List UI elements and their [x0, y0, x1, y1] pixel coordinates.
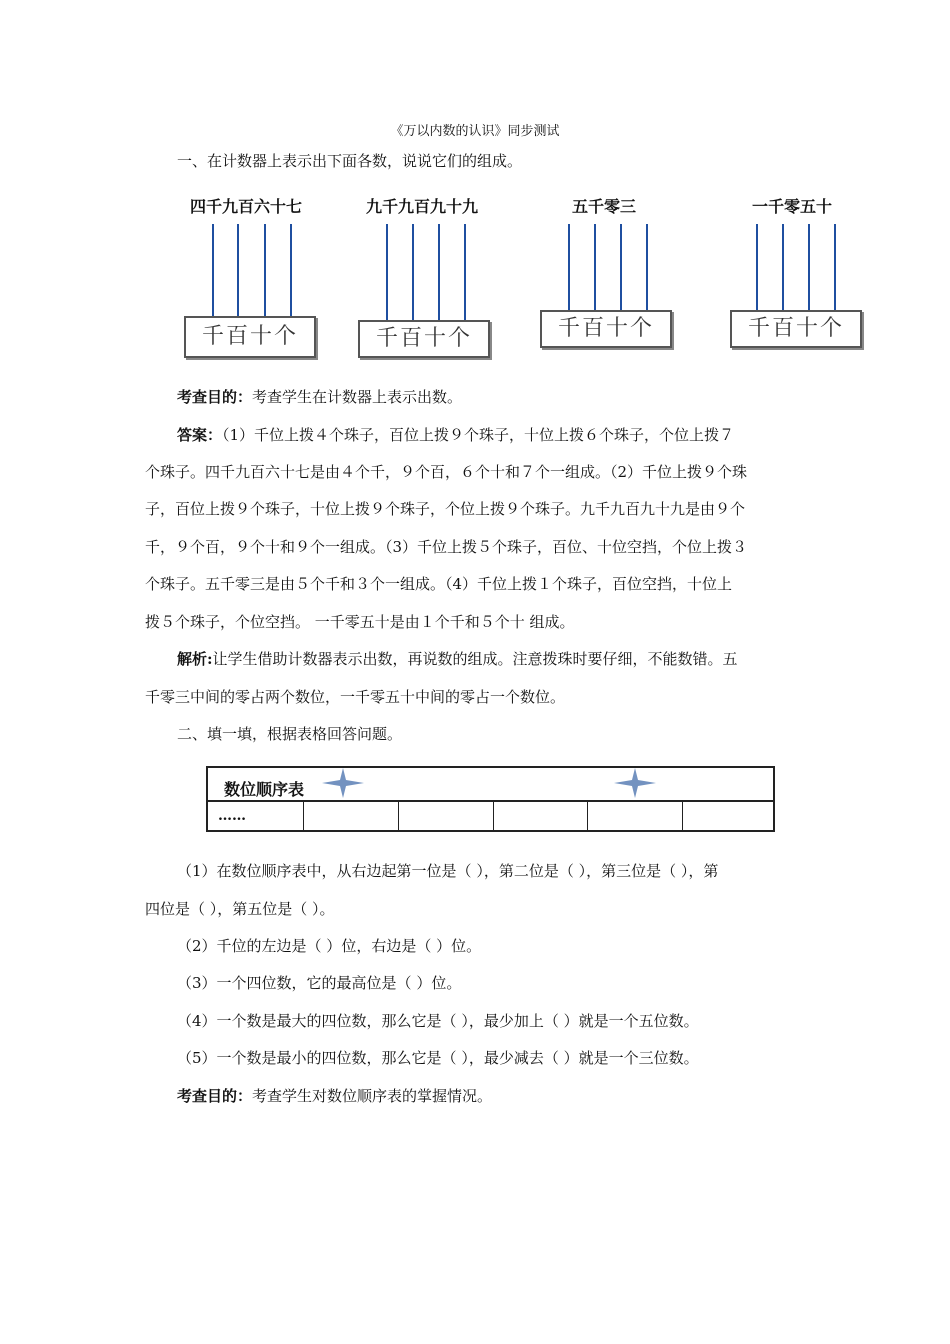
- q1-purpose-text: 考查学生在计数器上表示出数。: [252, 388, 463, 406]
- q1-answer-label: 答案：: [177, 426, 223, 444]
- rod-hundreds: [412, 224, 414, 320]
- place-value-table: [206, 766, 775, 832]
- q2-purpose-text: 考查学生对数位顺序表的掌握情况。: [252, 1087, 493, 1105]
- abacus-label: 四千九百六十七: [190, 197, 303, 216]
- rod-ones: [834, 224, 836, 310]
- q1-purpose: [177, 386, 462, 407]
- rod-ones: [464, 224, 466, 320]
- abacus-label: 五千零三: [572, 197, 637, 216]
- q1-analysis-line-2: 千零三中间的零占两个数位，一千零五十中间的零占一个数位。: [145, 688, 566, 706]
- q2-item-2: （2）千位的左边是（ ）位，右边是（ ）位。: [177, 937, 482, 955]
- rod-tens: [438, 224, 440, 320]
- document-title: 《万以内数的认识》同步测试: [390, 124, 560, 139]
- q1-answer-line-1: [177, 424, 734, 445]
- q2-item-1-line-1: （1）在数位顺序表中，从右边起第一位是（ ），第二位是（ ），第三位是（ ），第: [177, 862, 719, 880]
- abacus-4: [728, 190, 868, 360]
- star-icon: [612, 766, 658, 800]
- table-header: [208, 768, 773, 802]
- q1-analysis-label: 解析:: [177, 650, 213, 668]
- q1-analysis-text: 让学生借助计数器表示出数，再说数的组成。注意拨珠时要仔细，不能数错。五: [212, 650, 738, 668]
- q1-answer-line-2: 个珠子。四千九百六十七是由４个千，９个百，６个十和７个一组成。（2）千位上拨９个珠: [145, 463, 748, 481]
- table-cell: [304, 802, 399, 832]
- rod-thousands: [756, 224, 758, 310]
- question-1-heading: 一、在计数器上表示出下面各数，说说它们的组成。: [177, 152, 523, 170]
- rod-hundreds: [782, 224, 784, 310]
- q1-answer-line-4: 千，９个百，９个十和９个一组成。（3）千位上拨５个珠子，百位、十位空挡，个位上拨３: [145, 538, 748, 556]
- abacus-2: [356, 190, 496, 360]
- question-2-heading: 二、填一填，根据表格回答问题。: [177, 725, 403, 743]
- q2-item-5: （5）一个数是最小的四位数，那么它是（ ），最少减去（ ）就是一个三位数。: [177, 1049, 699, 1067]
- abacus-label: 九千九百九十九: [366, 197, 479, 216]
- table-cell: [494, 802, 588, 832]
- rod-hundreds: [594, 224, 596, 310]
- rod-tens: [264, 224, 266, 316]
- rod-thousands: [212, 224, 214, 316]
- abacus-base: 千百十个: [540, 310, 672, 348]
- table-cell: [208, 802, 304, 832]
- q1-analysis-line-1: [177, 648, 738, 669]
- q2-item-4: （4）一个数是最大的四位数，那么它是（ ），最少加上（ ）就是一个五位数。: [177, 1012, 699, 1030]
- rod-tens: [808, 224, 810, 310]
- abacus-base: 千百十个: [358, 320, 490, 358]
- abacus-1: [180, 190, 320, 360]
- abacus-base: 千百十个: [184, 316, 316, 358]
- rod-thousands: [568, 224, 570, 310]
- rod-tens: [620, 224, 622, 310]
- rod-thousands: [386, 224, 388, 320]
- q1-answer-line-6: 拨５个珠子，个位空挡。 一千零五十是由１个千和５个十 组成。: [145, 613, 575, 631]
- abacus-label: 一千零五十: [752, 197, 833, 216]
- table-title: 数位顺序表: [224, 780, 305, 799]
- abacus-base: 千百十个: [730, 310, 862, 348]
- q2-purpose-label: 考查目的：: [177, 1087, 253, 1105]
- q1-answer-text: （1）千位上拨４个珠子，百位上拨９个珠子，十位上拨６个珠子，个位上拨７: [222, 426, 735, 444]
- table-cell: [399, 802, 494, 832]
- rod-hundreds: [237, 224, 239, 316]
- star-icon: [320, 766, 366, 800]
- rod-ones: [290, 224, 292, 316]
- q2-purpose: [177, 1085, 492, 1106]
- q1-answer-line-5: 个珠子。五千零三是由５个千和３个一组成。（4）千位上拨１个珠子，百位空挡，十位上: [145, 575, 733, 593]
- table-cell: [588, 802, 683, 832]
- table-ellipsis: ……: [218, 808, 246, 824]
- q2-item-3: （3）一个四位数，它的最高位是（ ）位。: [177, 974, 462, 992]
- q2-item-1-line-2: 四位是（ ），第五位是（ ）。: [145, 900, 335, 918]
- q1-purpose-label: 考查目的：: [177, 388, 253, 406]
- abacus-3: [538, 190, 678, 360]
- rod-ones: [646, 224, 648, 310]
- q1-answer-line-3: 子，百位上拨９个珠子，十位上拨９个珠子，个位上拨９个珠子。九千九百九十九是由９个: [145, 500, 746, 518]
